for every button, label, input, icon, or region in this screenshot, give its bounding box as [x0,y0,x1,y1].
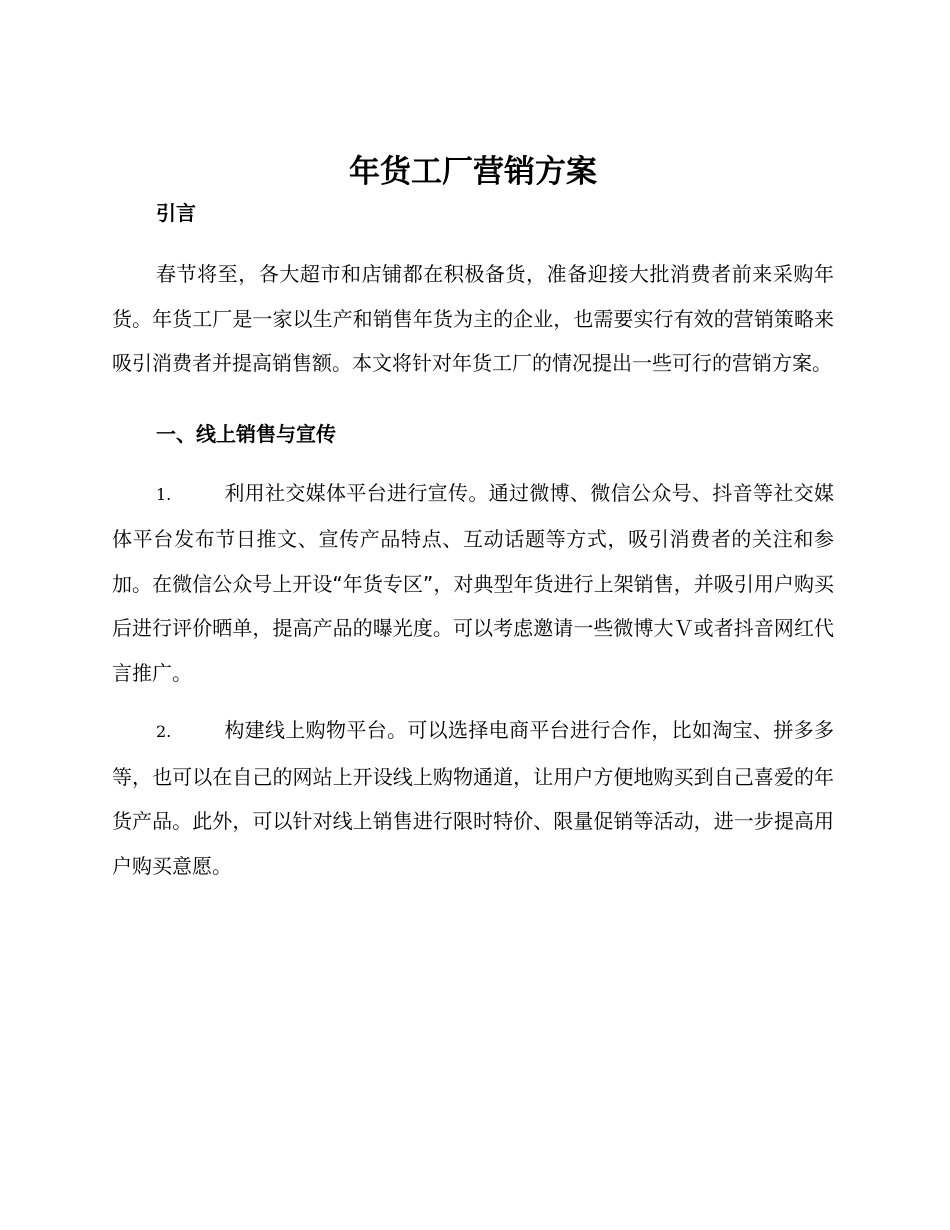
list-item [112,471,834,696]
list-item-text: 利用社交媒体平台进行宣传。通过微博、微信公众号、抖音等社交媒体平台发布节日推文、宣传产品特点、互动话题等方式，吸引消费者的关注和参加。在微信公众号上开设“年货专区”，对典型年货进行上架销售，并吸引用户购买后进行评价晒单，提高产品的曝光度。可以考虑邀请一些微博大Ｖ或者抖音网红代言推广。 [112,480,834,685]
intro-paragraph: 春节将至，各大超市和店铺都在积极备货，准备迎接大批消费者前来采购年货。年货工厂是一家以生产和销售年货为主的企业，也需要实行有效的营销策略来吸引消费者并提高销售额。本文将针对年货工厂的情况提出一些可行的营销方案。 [112,262,834,375]
intro-heading: 引言 [156,201,196,225]
list-item-number: 1. [156,484,172,504]
document-title: 年货工厂营销方案 [349,154,597,190]
document-page [112,148,834,888]
list-item [112,708,834,888]
list-item-text: 构建线上购物平台。可以选择电商平台进行合作，比如淘宝、拼多多等，也可以在自己的网站上开设线上购物通道，让用户方便地购买到自己喜爱的年货产品。此外，可以针对线上销售进行限时特价、限量促销等活动，进一步提高用户购买意愿。 [112,718,834,878]
section-heading-online-sales: 一、线上销售与宣传 [156,421,336,446]
list-item-number: 2. [156,722,172,741]
